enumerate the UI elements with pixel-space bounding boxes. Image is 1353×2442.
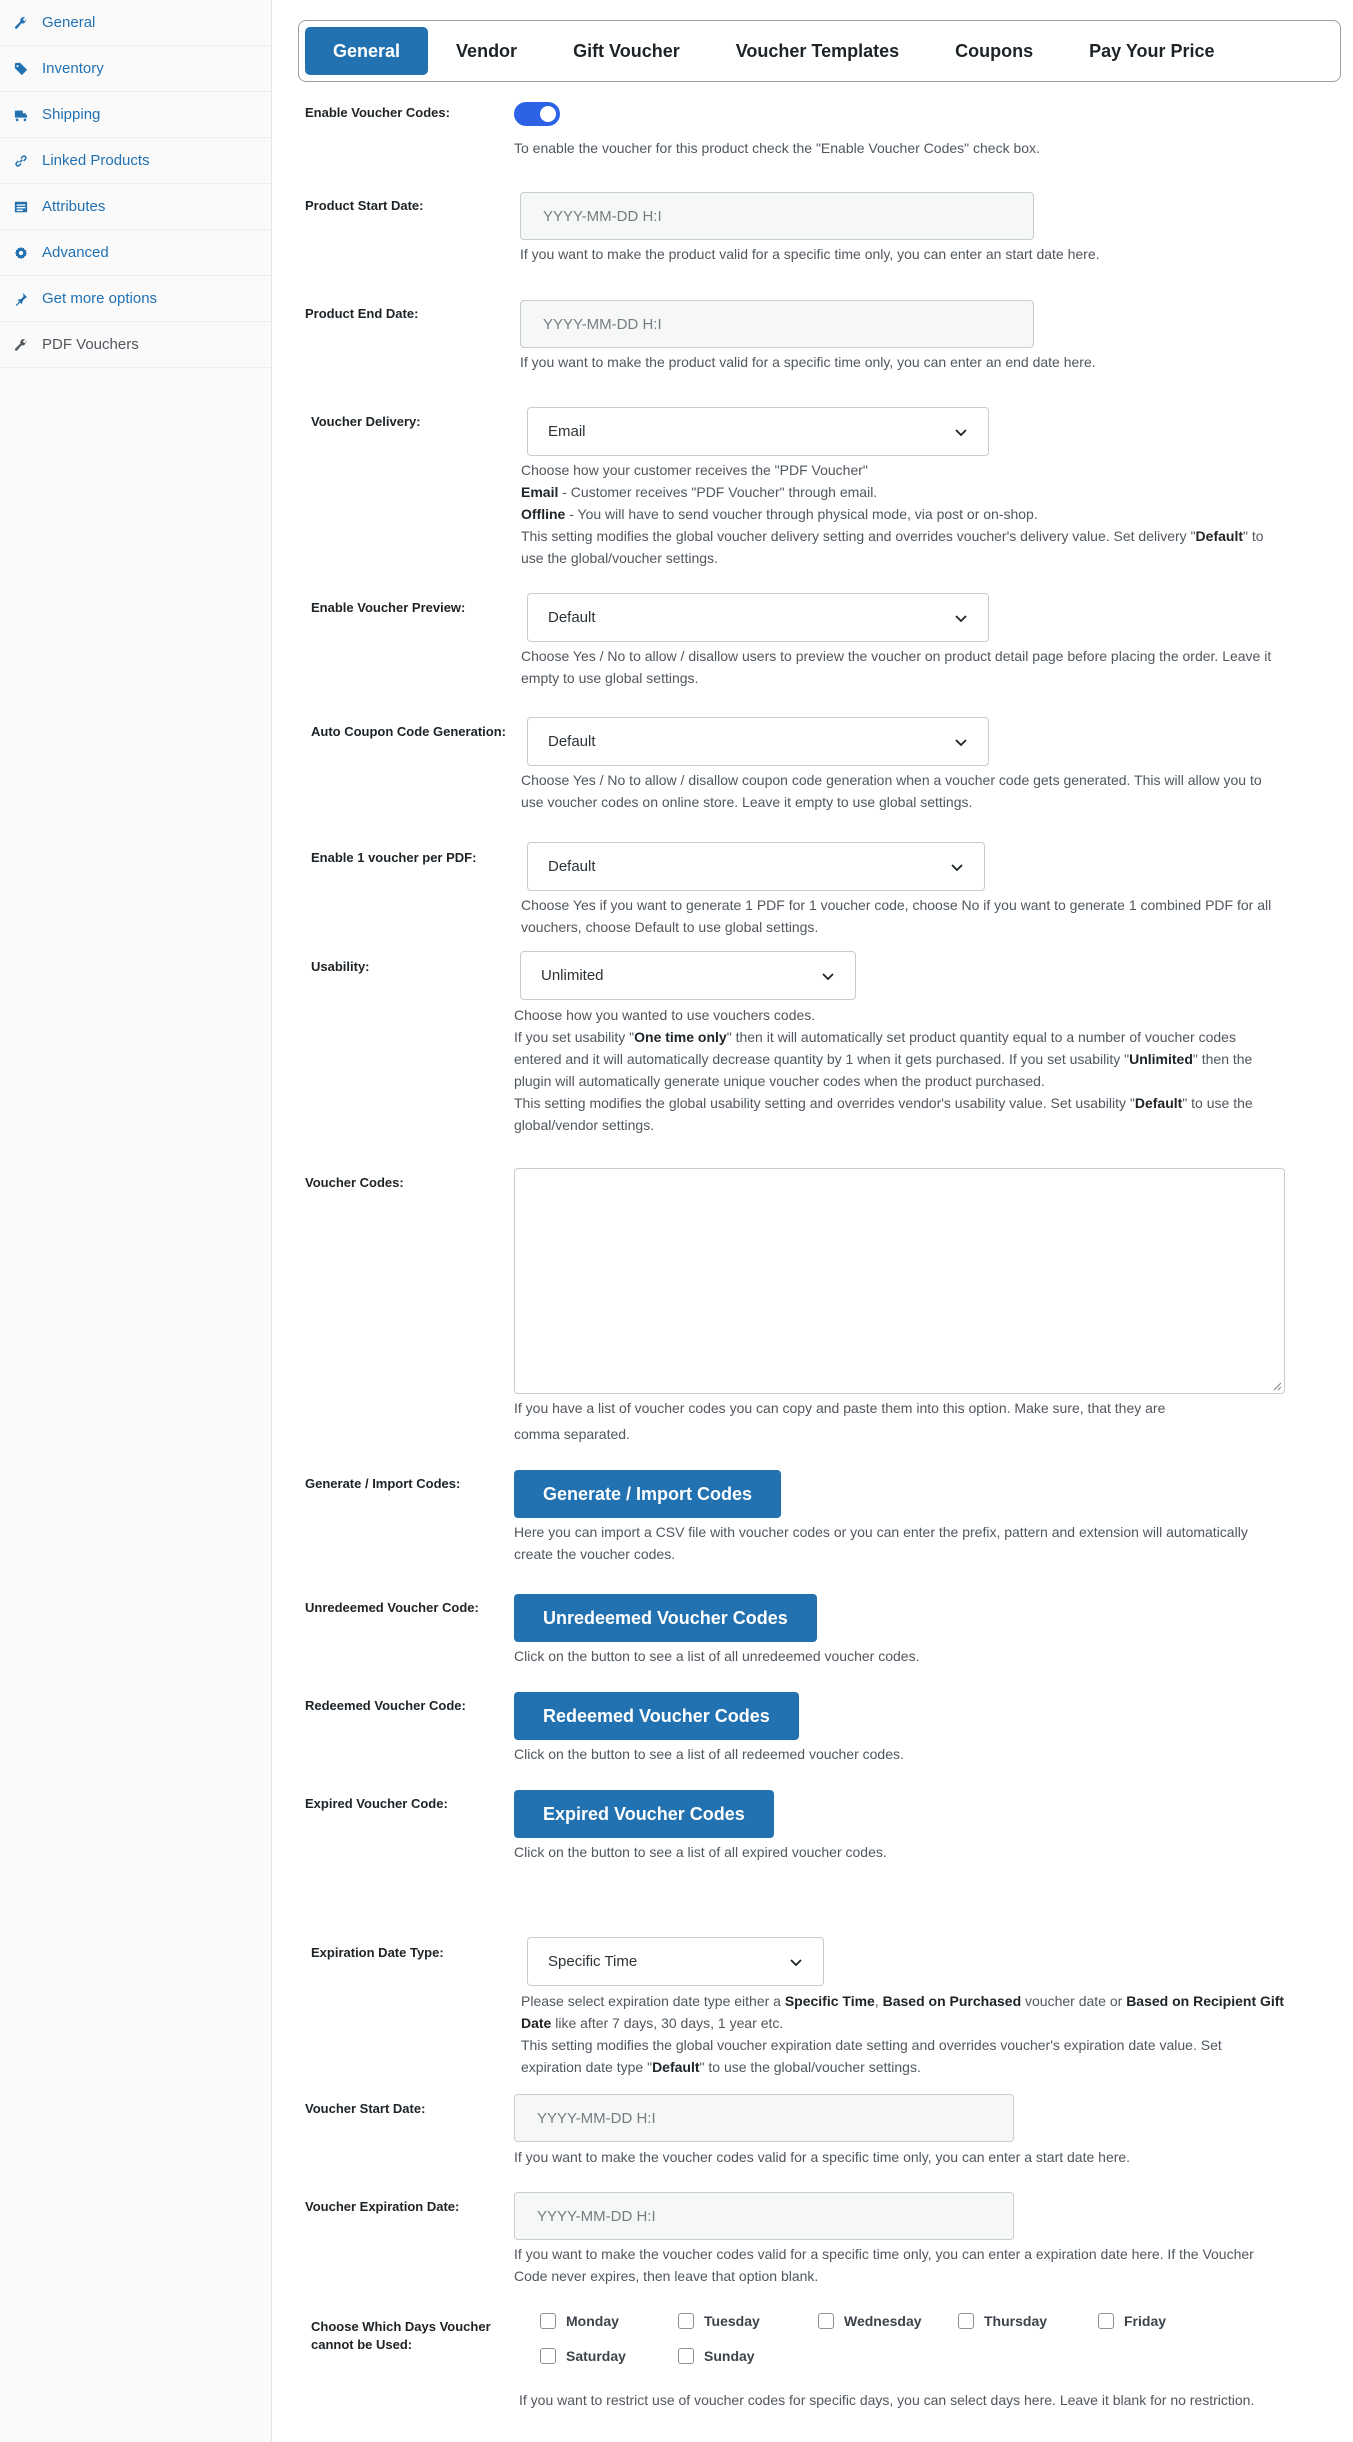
product-end-date-input[interactable]: YYYY-MM-DD H:I — [520, 300, 1034, 348]
one-voucher-per-pdf-label: Enable 1 voucher per PDF: — [311, 850, 477, 865]
enable-voucher-codes-label: Enable Voucher Codes: — [305, 105, 450, 120]
tag-icon — [12, 60, 30, 78]
desc-line: use the global/voucher settings. — [521, 550, 718, 566]
resize-handle-icon[interactable] — [1272, 1381, 1282, 1391]
desc-line: Email - Customer receives "PDF Voucher" through email. — [521, 484, 878, 500]
voucher-delivery-desc — [521, 459, 1264, 569]
redeemed-codes-button[interactable]: Redeemed Voucher Codes — [514, 1692, 799, 1740]
day-label: Friday — [1124, 2313, 1167, 2329]
day-checkbox-sunday[interactable] — [678, 2348, 755, 2364]
generate-import-label: Generate / Import Codes: — [305, 1476, 461, 1491]
sidebar-item-label: PDF Vouchers — [42, 336, 139, 353]
select-value: Unlimited — [541, 967, 604, 984]
checkbox[interactable] — [1098, 2313, 1114, 2329]
generate-import-desc — [514, 1521, 1248, 1565]
desc-line: If you want to make the voucher codes valid for a specific time only, you can enter a expiration date here. If the Voucher — [514, 2246, 1254, 2262]
enable-voucher-codes-toggle[interactable] — [514, 102, 560, 126]
one-voucher-per-pdf-select[interactable] — [527, 842, 985, 891]
product-start-date-label: Product Start Date: — [305, 198, 424, 213]
label-line: cannot be Used: — [311, 2337, 413, 2352]
product-start-date-desc: If you want to make the product valid for a specific time only, you can enter an start date here. — [520, 246, 1100, 262]
sidebar-item-label: Attributes — [42, 198, 106, 215]
sidebar-item-label: Get more options — [42, 290, 158, 307]
sidebar-item-get-more-options[interactable] — [0, 276, 271, 322]
desc-line: Choose how you wanted to use vouchers codes. — [514, 1007, 816, 1023]
expired-label: Expired Voucher Code: — [305, 1796, 448, 1811]
tab-pay-your-price[interactable]: Pay Your Price — [1089, 40, 1215, 61]
tab-coupons[interactable]: Coupons — [955, 40, 1034, 61]
voucher-expiration-date-desc — [514, 2243, 1254, 2287]
toggle-knob — [540, 106, 556, 122]
day-label: Saturday — [566, 2348, 626, 2364]
voucher-tabs — [298, 20, 1341, 82]
select-value: Default — [548, 609, 596, 626]
wrench-icon — [12, 14, 30, 32]
desc-line: This setting modifies the global voucher expiration date setting and overrides voucher's expiration date value. Set — [521, 2037, 1222, 2053]
checkbox[interactable] — [678, 2348, 694, 2364]
voucher-delivery-label: Voucher Delivery: — [311, 414, 421, 429]
checkbox[interactable] — [818, 2313, 834, 2329]
desc-line: expiration date type "Default" to use the global/voucher settings. — [521, 2059, 921, 2075]
product-end-date-label: Product End Date: — [305, 306, 419, 321]
sidebar-item-attributes[interactable] — [0, 184, 271, 230]
wrench-icon — [12, 336, 30, 354]
sidebar-item-shipping[interactable] — [0, 92, 271, 138]
desc-line: global/vendor settings. — [514, 1117, 655, 1133]
chevron-down-icon — [954, 425, 968, 439]
checkbox[interactable] — [678, 2313, 694, 2329]
desc-line: If you set usability "One time only" then it will automatically set product quantity equal to a number of voucher codes — [514, 1029, 1236, 1045]
voucher-expiration-date-label: Voucher Expiration Date: — [305, 2199, 460, 2214]
tab-vendor[interactable]: Vendor — [456, 40, 518, 61]
enable-voucher-codes-desc: To enable the voucher for this product check the "Enable Voucher Codes" check box. — [514, 140, 1040, 156]
sidebar-item-label: General — [42, 14, 96, 31]
desc-line: Code never expires, then leave that option blank. — [514, 2268, 819, 2284]
auto-coupon-select[interactable] — [527, 717, 989, 766]
one-voucher-per-pdf-desc — [521, 894, 1271, 938]
day-checkbox-wednesday[interactable] — [818, 2313, 922, 2329]
voucher-codes-label: Voucher Codes: — [305, 1175, 404, 1190]
day-label: Tuesday — [704, 2313, 760, 2329]
voucher-expiration-date-input[interactable]: YYYY-MM-DD H:I — [514, 2192, 1014, 2240]
voucher-preview-label: Enable Voucher Preview: — [311, 600, 466, 615]
expired-desc: Click on the button to see a list of all expired voucher codes. — [514, 1844, 887, 1860]
desc-line: This setting modifies the global voucher delivery setting and overrides voucher's delivery value. Set delivery "Default" to — [521, 528, 1264, 544]
sidebar-item-label: Inventory — [42, 60, 104, 77]
sidebar-item-linked-products[interactable] — [0, 138, 271, 184]
desc-line: Choose Yes / No to allow / disallow users to preview the voucher on product detail page before placing the order. Leave it — [521, 648, 1272, 664]
day-label: Monday — [566, 2313, 619, 2329]
usability-select[interactable] — [520, 951, 856, 1000]
desc-line: plugin will automatically generate unique voucher codes when the product purchased. — [514, 1073, 1045, 1089]
usability-desc — [514, 1004, 1253, 1136]
day-checkbox-tuesday[interactable] — [678, 2313, 760, 2329]
tab-general[interactable]: General — [305, 27, 428, 75]
label-line: Choose Which Days Voucher — [311, 2319, 491, 2334]
checkbox[interactable] — [540, 2348, 556, 2364]
desc-line: use voucher codes on online store. Leave it empty to use global settings. — [521, 794, 973, 810]
chevron-down-icon — [954, 735, 968, 749]
plug-icon — [12, 290, 30, 308]
day-checkbox-thursday[interactable] — [958, 2313, 1047, 2329]
tab-gift-voucher[interactable]: Gift Voucher — [573, 40, 680, 61]
select-value: Email — [548, 423, 586, 440]
unredeemed-codes-button[interactable]: Unredeemed Voucher Codes — [514, 1594, 817, 1642]
sidebar-item-general[interactable] — [0, 0, 271, 46]
day-checkbox-friday[interactable] — [1098, 2313, 1166, 2329]
voucher-preview-select[interactable] — [527, 593, 989, 642]
desc-line: Choose Yes / No to allow / disallow coupon code generation when a voucher code gets generated. This will allow you to — [521, 772, 1262, 788]
unredeemed-label: Unredeemed Voucher Code: — [305, 1600, 479, 1615]
voucher-codes-textarea[interactable] — [514, 1168, 1285, 1394]
day-label: Wednesday — [844, 2313, 922, 2329]
desc-line: Here you can import a CSV file with voucher codes or you can enter the prefix, pattern and extension will automatically — [514, 1524, 1248, 1540]
voucher-start-date-desc: If you want to make the voucher codes valid for a specific time only, you can enter a start date here. — [514, 2149, 1131, 2165]
sidebar-item-inventory[interactable] — [0, 46, 271, 92]
sidebar-item-label: Linked Products — [42, 152, 150, 169]
voucher-start-date-input[interactable]: YYYY-MM-DD H:I — [514, 2094, 1014, 2142]
list-icon — [12, 198, 30, 216]
voucher-delivery-select[interactable] — [527, 407, 989, 456]
day-label: Thursday — [984, 2313, 1048, 2329]
select-value: Specific Time — [548, 1953, 638, 1970]
generate-import-button[interactable]: Generate / Import Codes — [514, 1470, 781, 1518]
desc-line: This setting modifies the global usability setting and overrides vendor's usability value. Set usability "Default" to use the — [514, 1095, 1253, 1111]
desc-line: vouchers, choose Default to use global settings. — [521, 919, 819, 935]
product-data-sidebar — [0, 0, 272, 2442]
tab-voucher-templates[interactable]: Voucher Templates — [735, 40, 900, 61]
day-checkbox-saturday[interactable] — [540, 2348, 626, 2364]
select-value: Default — [548, 733, 596, 750]
voucher-preview-desc — [521, 645, 1271, 689]
day-checkbox-monday[interactable] — [540, 2313, 619, 2329]
desc-line: comma separated. — [514, 1426, 630, 1442]
desc-line: create the voucher codes. — [514, 1546, 676, 1562]
expired-codes-button[interactable]: Expired Voucher Codes — [514, 1790, 774, 1838]
desc-line: Offline - You will have to send voucher through physical mode, via post or on-shop. — [521, 506, 1038, 522]
chevron-down-icon — [950, 860, 964, 874]
product-end-date-desc: If you want to make the product valid for a specific time only, you can enter an end date here. — [520, 354, 1096, 370]
days-restriction-label — [311, 2318, 491, 2354]
sidebar-item-advanced[interactable] — [0, 230, 271, 276]
link-icon — [12, 152, 30, 170]
select-value: Default — [548, 858, 596, 875]
expiration-type-select[interactable] — [527, 1937, 824, 1986]
expiration-type-desc — [521, 1990, 1284, 2078]
checkbox[interactable] — [958, 2313, 974, 2329]
days-restriction-desc: If you want to restrict use of voucher codes for specific days, you can select days here. Leave it blank for no restriction. — [519, 2392, 1255, 2408]
auto-coupon-desc — [521, 769, 1262, 813]
sidebar-item-pdf-vouchers[interactable] — [0, 322, 271, 368]
chevron-down-icon — [789, 1955, 803, 1969]
voucher-start-date-label: Voucher Start Date: — [305, 2101, 426, 2116]
voucher-codes-desc — [514, 1395, 1165, 1447]
desc-line: entered and it will automatically decrease quantity by 1 when it gets purchased. If you set usability "Unlimited" then the — [514, 1051, 1253, 1067]
redeemed-desc: Click on the button to see a list of all redeemed voucher codes. — [514, 1746, 904, 1762]
truck-icon — [12, 106, 30, 124]
checkbox[interactable] — [540, 2313, 556, 2329]
usability-label: Usability: — [311, 959, 370, 974]
expiration-type-label: Expiration Date Type: — [311, 1945, 444, 1960]
chevron-down-icon — [954, 611, 968, 625]
sidebar-item-label: Advanced — [42, 244, 109, 261]
chevron-down-icon — [821, 969, 835, 983]
desc-line: Choose Yes if you want to generate 1 PDF for 1 voucher code, choose No if you want to generate 1 combined PDF for all — [521, 897, 1272, 913]
desc-line: empty to use global settings. — [521, 670, 699, 686]
sidebar-item-label: Shipping — [42, 106, 101, 123]
desc-line: If you have a list of voucher codes you can copy and paste them into this option. Make sure, that they are — [514, 1400, 1166, 1416]
desc-line: Date like after 7 days, 30 days, 1 year etc. — [521, 2015, 784, 2031]
redeemed-label: Redeemed Voucher Code: — [305, 1698, 466, 1713]
product-start-date-input[interactable]: YYYY-MM-DD H:I — [520, 192, 1034, 240]
gear-icon — [12, 244, 30, 262]
day-label: Sunday — [704, 2348, 755, 2364]
unredeemed-desc: Click on the button to see a list of all unredeemed voucher codes. — [514, 1648, 920, 1664]
desc-line: Choose how your customer receives the "PDF Voucher" — [521, 462, 868, 478]
desc-line: Please select expiration date type either a Specific Time, Based on Purchased voucher date or Based on Recipient Gift — [521, 1993, 1285, 2009]
auto-coupon-label: Auto Coupon Code Generation: — [311, 724, 506, 739]
